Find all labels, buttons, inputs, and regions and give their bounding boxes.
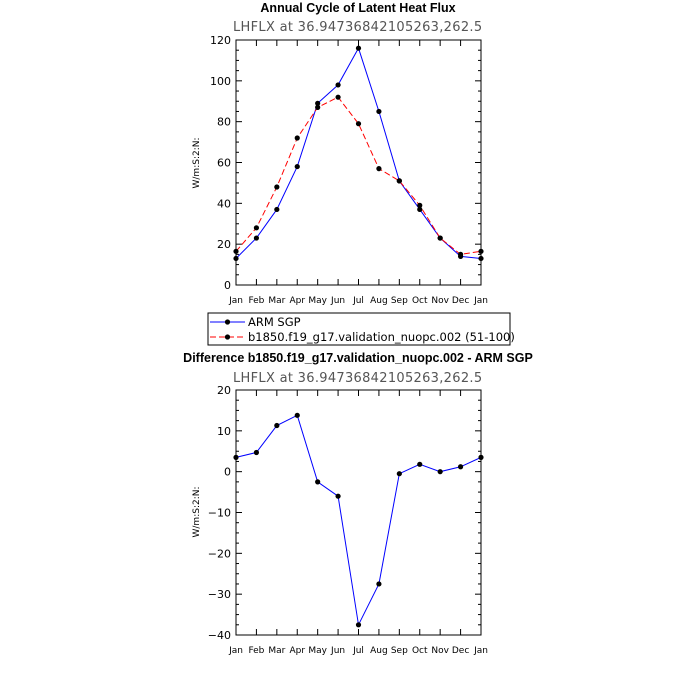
data-point-series-1	[356, 121, 361, 126]
series-line-0	[236, 415, 481, 624]
y-tick-label: 10	[217, 424, 231, 438]
data-point-series-0	[233, 455, 238, 460]
x-tick-label: Dec	[451, 646, 470, 656]
data-point-series-0	[478, 256, 483, 261]
x-tick-label: Aug	[370, 646, 388, 656]
y-tick-label: 20	[217, 384, 231, 397]
x-tick-label: Feb	[248, 296, 265, 306]
x-tick-label: Jul	[353, 296, 364, 306]
x-tick-label: Feb	[248, 646, 265, 656]
x-tick-label: Jan	[229, 646, 243, 656]
x-tick-label: Mar	[268, 296, 286, 306]
legend-entry-model	[210, 330, 515, 344]
legend-marker-arm-sgp	[225, 319, 230, 324]
chart-subtitle: LHFLX at 36.94736842105263,262.5	[233, 20, 483, 35]
data-point-series-0	[397, 471, 402, 476]
series-line-1	[236, 97, 481, 254]
chart-difference	[183, 351, 533, 656]
data-point-series-0	[254, 235, 259, 240]
data-point-series-0	[295, 413, 300, 418]
data-point-series-0	[315, 479, 320, 484]
legend-label-model: b1850.f19_g17.validation_nuopc.002 (51-100)	[248, 330, 515, 344]
chart-annual-cycle	[192, 1, 488, 306]
data-point-series-1	[315, 105, 320, 110]
data-point-series-0	[335, 494, 340, 499]
plot-area-annual-cycle	[210, 34, 488, 306]
data-point-series-0	[274, 423, 279, 428]
x-tick-label: Jul	[353, 646, 364, 656]
x-tick-label: May	[308, 646, 327, 656]
y-tick-label: 20	[217, 238, 231, 252]
legend-marker-model	[225, 334, 230, 339]
data-point-series-0	[458, 464, 463, 469]
data-point-series-0	[478, 455, 483, 460]
y-tick-label: −10	[207, 506, 231, 520]
x-tick-label: Sep	[390, 296, 408, 306]
data-point-series-0	[295, 164, 300, 169]
data-point-series-0	[233, 256, 238, 261]
y-tick-label: 100	[210, 74, 231, 88]
data-point-series-0	[376, 109, 381, 114]
data-point-series-1	[376, 166, 381, 171]
y-tick-label: −20	[207, 547, 231, 561]
y-tick-label: 0	[224, 279, 231, 292]
x-tick-label: Jan	[229, 296, 243, 306]
data-point-series-1	[438, 235, 443, 240]
y-tick-label: −40	[207, 629, 231, 642]
legend	[208, 313, 515, 345]
chart-title-difference: Difference b1850.f19_g17.validation_nuopc.002 - ARM SGP	[183, 351, 533, 365]
x-tick-label: Jan	[474, 646, 488, 656]
data-point-series-1	[478, 249, 483, 254]
x-tick-label: Oct	[411, 296, 428, 306]
plot-frame	[236, 390, 481, 635]
data-point-series-1	[274, 184, 279, 189]
data-point-series-1	[397, 178, 402, 183]
x-tick-label: Jun	[331, 646, 346, 656]
data-point-series-0	[254, 450, 259, 455]
legend-label-arm-sgp: ARM SGP	[248, 315, 301, 329]
data-point-series-1	[254, 225, 259, 230]
y-tick-label: −30	[207, 588, 231, 602]
y-tick-label: 40	[217, 197, 231, 211]
x-tick-label: Nov	[431, 646, 449, 656]
data-point-series-1	[295, 135, 300, 140]
data-point-series-0	[417, 462, 422, 467]
x-tick-label: Apr	[289, 646, 306, 656]
x-tick-label: Mar	[268, 646, 286, 656]
y-tick-label: 0	[224, 465, 231, 479]
plot-frame	[236, 40, 481, 285]
y-tick-label: 120	[210, 34, 231, 47]
chart-title: Annual Cycle of Latent Heat Flux	[260, 1, 456, 15]
data-point-series-0	[356, 622, 361, 627]
plot-area-difference	[208, 384, 488, 656]
x-tick-label: Aug	[370, 296, 388, 306]
x-tick-label: Apr	[289, 296, 306, 306]
x-tick-label: Jun	[331, 296, 346, 306]
data-point-series-1	[233, 249, 238, 254]
data-point-series-0	[376, 581, 381, 586]
y-axis-label-difference: W/m:S:2:N:	[192, 486, 202, 538]
y-tick-label: 80	[217, 115, 231, 129]
data-point-series-0	[356, 46, 361, 51]
chart-subtitle-difference: LHFLX at 36.94736842105263,262.5	[233, 371, 483, 386]
x-tick-label: May	[308, 296, 327, 306]
data-point-series-1	[458, 252, 463, 257]
x-tick-label: Jan	[474, 296, 488, 306]
data-point-series-1	[335, 95, 340, 100]
x-tick-label: Sep	[390, 646, 408, 656]
data-point-series-0	[274, 207, 279, 212]
x-tick-label: Nov	[431, 296, 449, 306]
y-axis-label: W/m:S:2:N:	[192, 137, 202, 189]
data-point-series-1	[417, 203, 422, 208]
y-tick-label: 60	[217, 156, 231, 170]
data-point-series-0	[335, 82, 340, 87]
x-tick-label: Oct	[411, 646, 428, 656]
x-tick-label: Dec	[451, 296, 470, 306]
series-line-0	[236, 48, 481, 258]
data-point-series-0	[438, 469, 443, 474]
